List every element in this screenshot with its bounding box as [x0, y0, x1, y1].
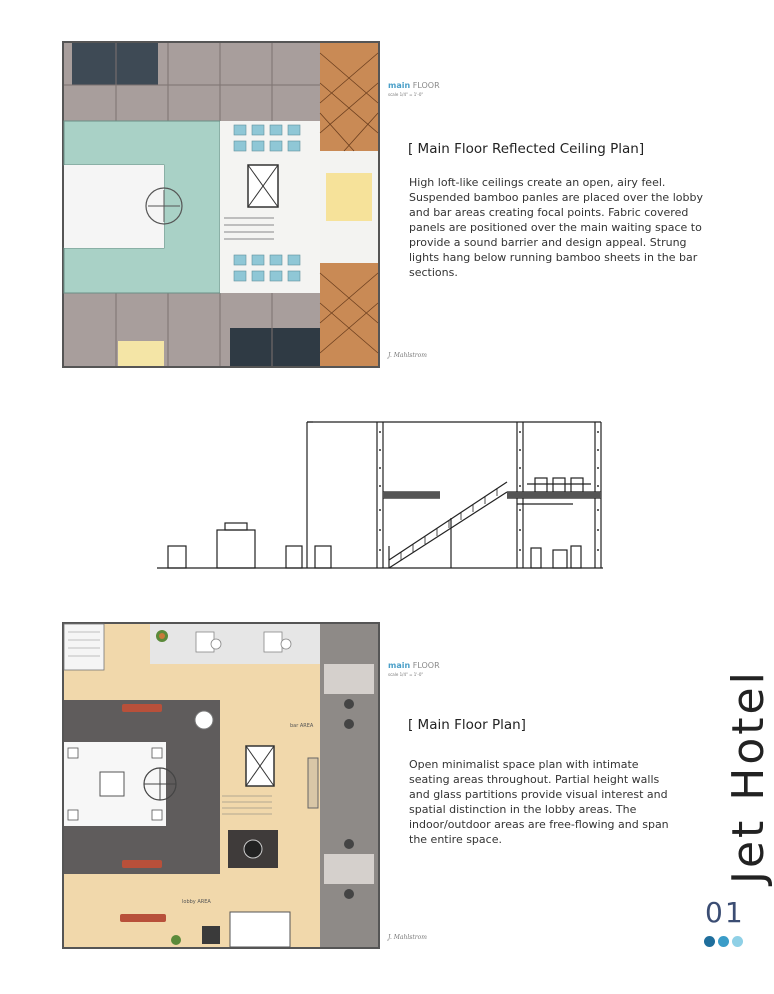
decorative-dot-3 [732, 936, 743, 947]
building-section-drawing [155, 420, 610, 570]
ceiling-plan-signature: J. Mahlstrom [388, 352, 427, 359]
floor-plan-title-label [388, 661, 440, 679]
plan-label-floor: FLOOR [412, 81, 440, 90]
ceiling-plan-heading: [ Main Floor Reflected Ceiling Plan] [408, 141, 645, 157]
decorative-dot-2 [718, 936, 729, 947]
ceiling-plan-svg [64, 43, 378, 366]
lobby-area-label: lobby AREA [182, 899, 211, 905]
ceiling-plan-description: High loft-like ceilings create an open, airy feel. Suspended bamboo panles are placed over the lobby and bar areas creating focal points. Fabric covered panels are positioned over the main waiting space to provide a sound barrier and design appeal. Strung lights hang below running bamboo sheets in the bar sections. [409, 176, 703, 279]
floor-plan-signature: J. Mahlstrom [388, 934, 427, 941]
reflected-ceiling-plan-drawing [62, 41, 380, 368]
plan-scale: scale 1/4" = 1'-0" [388, 92, 424, 97]
plan-label-main: main [388, 81, 411, 90]
plan-label-floor: FLOOR [412, 661, 440, 670]
ceiling-plan-title-label [388, 81, 440, 99]
plan-scale: scale 1/4" = 1'-0" [388, 672, 424, 677]
bar-area-label: bar AREA [290, 723, 314, 729]
section-svg [155, 420, 610, 570]
floor-plan-heading: [ Main Floor Plan] [408, 717, 526, 733]
main-floor-plan-drawing [62, 622, 380, 949]
plan-label-main: main [388, 661, 411, 670]
floor-plan-description: Open minimalist space plan with intimate seating areas throughout. Partial height walls and glass partitions provide visual interest and spatial distinction in the lobby areas. The indoor/outdoor areas are free-flowing and span the entire space. [409, 758, 669, 846]
page-number: 01 [705, 896, 745, 929]
project-title-vertical: Jet Hotel [723, 669, 774, 884]
floor-plan-svg [64, 624, 378, 947]
decorative-dot-1 [704, 936, 715, 947]
